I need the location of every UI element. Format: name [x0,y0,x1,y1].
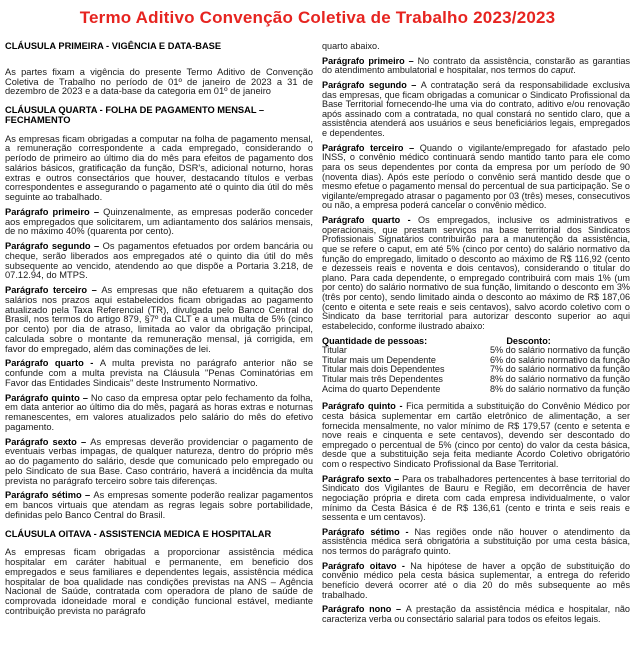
left-column [5,42,313,622]
paragraph-lead: Parágrafo sétimo - [322,526,415,537]
clause-heading: CLÁUSULA PRIMEIRA - VIGÊNCIA E DATA-BASE [5,41,222,51]
paragraph [5,286,313,354]
table-row [322,385,630,395]
paragraph-text: Nas regiões onde não houver o atendimento da assistência médica será obrigatória a substituição por uma cesta básica, nos termos do parágrafo quinto. [322,526,631,556]
paragraph-lead: Parágrafo quinto - [322,401,407,412]
paragraph [5,135,313,203]
table-cell: Titular [322,345,347,356]
paragraph-lead: Parágrafo segundo – [5,241,103,251]
paragraph [5,438,313,487]
paragraph-lead: Parágrafo sexto – [5,436,91,447]
paragraph-text: . [573,65,576,76]
paragraph [322,81,630,139]
paragraph-text: No caso da empresa optar pelo fechamento da folha, em data anterior ao último dia do mês, pagará as horas extras e noturnas remanescentes, em valores atualizados pelo salário do mês do efetivo pagamento. [5,392,314,432]
paragraph [322,475,630,523]
paragraph-lead: Parágrafo segundo – [322,79,421,90]
paragraph-lead: Parágrafo terceiro – [322,142,420,153]
paragraph-text: A prestação da assistência médica e hospitalar, não caracteriza verba ou consectário salarial para todos os efeitos legais. [322,604,630,624]
paragraph-text: quarto abaixo. [322,41,380,51]
paragraph [322,605,630,624]
paragraph-lead: Parágrafo terceiro – [5,285,102,295]
table-header-cell: Desconto: [506,335,551,346]
table-cell: Titular mais dois Dependentes [322,364,445,375]
paragraph [5,359,313,388]
paragraph-text: As empresas ficam obrigadas a computar na folha de pagamento mensal, a remuneração correspondente a cada empregado, considerando o período de primeiro ao último dia do mês para efeitos de pagamento dos salários básicos, gratificação da função, DSR's, adicional noturno, horas extras e outros consectários que houver, destacando títulos e verbas correspondentes e assegurando o pagamento até o quinto dia útil do mês seguinte ao trabalhado. [5,133,313,202]
paragraph-text: Para os trabalhadores pertencentes à base territorial do Sindicato dos Vigilantes de Bauru e Região, em decorrência de haver negociação própria e direta com cada empresa individualmente, o valor mínimo da Cesta Básica é de R$ 136,61 (cento e trinta e seis reais e sessenta e um centavos). [322,473,630,523]
paragraph-text: Quando o vigilante/empregado for afastado pelo INSS, o convênio médico continuará sendo mantido tanto para ele como para os seus dependentes por conta da empresa por um período de 90 (noventa dias). Após este período o convênio será mantido desde que o mesmo efetue o pagamento mensal do percentual de sua participação. Se o vigilante/empregado atrasar o pagamento por 03 (três) meses, consecutivos ou não, a empresa poderá cancelar o convênio médico. [322,142,630,211]
clause-heading: CLÁUSULA QUARTA - FOLHA DE PAGAMENTO MENSAL – FECHAMENTO [5,105,265,125]
table-cell: 8% do salário normativo da função [489,374,630,384]
paragraph [5,208,313,237]
two-column-body [5,42,630,629]
paragraph [322,42,630,52]
paragraph [322,57,630,76]
paragraph [322,402,630,469]
paragraph-text: A multa prevista no parágrafo anterior não se confunde com a multa prevista na Cláusula "Penas Cominatórias em Favor das Entidades Sindicais" deste Instrumento Normativo. [5,358,314,388]
paragraph-text: Na hipótese de haver a opção de substituição do convênio médico pela cesta básica suplementar, a entrega do referido benefício deverá ocorrer até o dia 20 do mês subsequente ao mês trabalhado. [322,560,630,600]
paragraph [5,394,313,433]
paragraph [5,491,313,520]
table-cell: 8% do salário normativo da função [489,383,630,394]
paragraph [5,548,313,616]
document-title: Termo Aditivo Convenção Coletiva de Trabalho 2023/2023 [79,8,556,27]
paragraph-text: Os pagamentos efetuados por ordem bancária ou cheque, serão liberados aos empregados até o quinto dia útil do mês subsequente ao vencido, atendendo ao que dispõe a Portaria 3.218, de 07.12.94, do MTPS. [5,241,313,281]
paragraph-text: As empresas ficam obrigadas a proporcionar assistência médica hospitalar em caráter habitual e permanente, em beneficio dos empregados e seus familiares e dependentes legais, assistência médica hospitalar de boa qualidade nas condições previstas na ANS – Agência Nacional de Saúde, contratada com operadora de plano de saúde de comprovada idoneidade moral e condição funcional estável, mediante contribuição prevista no parágrafo [5,547,313,616]
paragraph-text: A contratação será da responsabilidade exclusiva das empresas, que ficam obrigadas a comunicar o Sindicato Profissional da Base Territorial fornecendo-lhe uma via do contrato, aditivo e/ou renovação após assinado com a contratada, no qual constará no sentido claro, que a assistência atenderá aos usuários e seus beneficiários legais, empregados e dependentes. [322,79,630,138]
paragraph-text: Quinzenalmente, as empresas poderão conceder aos empregados que solicitarem, um adiantamento dos salários mensais, de no máximo 40% (quarenta por cento). [5,206,313,237]
paragraph-lead: Parágrafo quinto – [5,392,91,403]
paragraph-lead: Parágrafo oitavo - [322,560,411,571]
paragraph-lead: Parágrafo sétimo – [5,490,94,501]
table-cell: 7% do salário normativo da função [489,364,630,375]
paragraph-text: As empresas que não efetuarem a quitação dos salários nos prazos aqui estabelecidos ficam obrigadas ao pagamento atualizado pela Taxa Referencial (TR), divulgada pelo Banco Central do Brasil, nos termos do artigo 879, §7º da CLT e a uma multa de 5% (cinco por cento) por dia de atraso, limitada ao valor da obrigação principal, calculada sobre o montante da remuneração mensal, já corrigida, em favor do empregado, além das cominações de lei. [5,285,313,354]
table-cell: 6% do salário normativo da função [489,354,630,365]
right-column [322,42,630,629]
table-cell: Titular mais três Dependentes [322,374,443,384]
table-header-cell: Quantidade de pessoas: [322,335,428,346]
paragraph-lead: Parágrafo quarto - [322,215,419,225]
table-cell: Acima do quarto Dependente [322,383,441,394]
clause-heading: CLÁUSULA OITAVA - ASSISTENCIA MEDICA E HOSPITALAR [5,528,272,539]
italic-term: caput [551,65,574,76]
paragraph-lead: Parágrafo primeiro – [5,206,104,217]
paragraph [322,528,630,557]
paragraph-lead: Parágrafo sexto – [322,473,403,484]
paragraph-lead: Parágrafo primeiro – [322,55,418,66]
paragraph-text: As partes fixam a vigência do presente Termo Aditivo de Convenção Coletiva de Trabalho no período de 01º de janeiro de 2023 a 31 de dezembro de 2023 e a data-base da categoria em 01º de janeiro [5,66,313,97]
discount-table [322,337,630,395]
table-cell: 5% do salário normativo da função [489,345,630,356]
paragraph-lead: Parágrafo quarto - [5,358,100,369]
paragraph-text: No contrato da assistência, constarão as garantias do atendimento ambulatorial e hospitalar, nos termos do [322,55,630,76]
paragraph [5,242,313,281]
paragraph [5,68,313,97]
paragraph [322,562,630,601]
paragraph [322,216,630,332]
paragraph-text: As empresas deverão providenciar o pagamento de eventuais verbas impagas, de qualquer natureza, dentro do próprio mês ao do pagamento do salário, desde que comunicado pelo empregado ou pelo Sindicato de sua Base. Caso contrário, haverá a incidência da multa prevista no parágrafo terceiro sobre tais diferenças. [5,436,313,486]
table-cell: Titular mais um Dependente [322,354,436,365]
paragraph-text: As empresas somente poderão realizar pagamentos em bancos virtuais que atendam as regras legais sobre portabilidade, definidas pelo Banco Central do Brasil. [5,490,313,520]
paragraph-text: Fica permitida a substituição do Convênio Médico por cesta básica suplementar em cartão eletrônico de alimentação, a ser fornecida mensalmente, no valor mínimo de R$ 179,57 (cento e setenta e nove reais e cinquenta e sete centavos), devendo ser descontado do empregado o percentual de 5% (cinco por cento) do valor da cesta básica, desde que a substituição seja feita mediante Acordo Coletivo obrigatório com o respectivo Sindicato Profissional da Base Territorial. [322,401,631,469]
paragraph [322,144,630,211]
paragraph-lead: Parágrafo nono – [322,604,406,615]
paragraph-text: Os empregados, inclusive os administrativos e operacionais, que prestam serviços na base territorial dos Sindicatos Profissionais Signatários contribuirão para a manutenção da assistência, que se refere o caput, em até 5% (cinco por cento) do salário normativo da função do empregado, limitado o desconto ao máximo de R$ 116,92 (cento e dezesseis reais e noventa e dois centavos), considerando o titular do plano. Para cada dependente, o empregado contribuirá com mais 1% (um por cento) do salário normativo de sua função, limitando o desconto em 3% (três por cento), sendo limitado ainda o desconto ao máximo de R$ 187,06 (cento e oitenta e sete reais e seis centavos), salvo acordo coletivo com o Sindicato da base territorial para autorizar desconto superior ao aqui estabelecido, conforme ilustrado abaixo: [322,215,630,331]
